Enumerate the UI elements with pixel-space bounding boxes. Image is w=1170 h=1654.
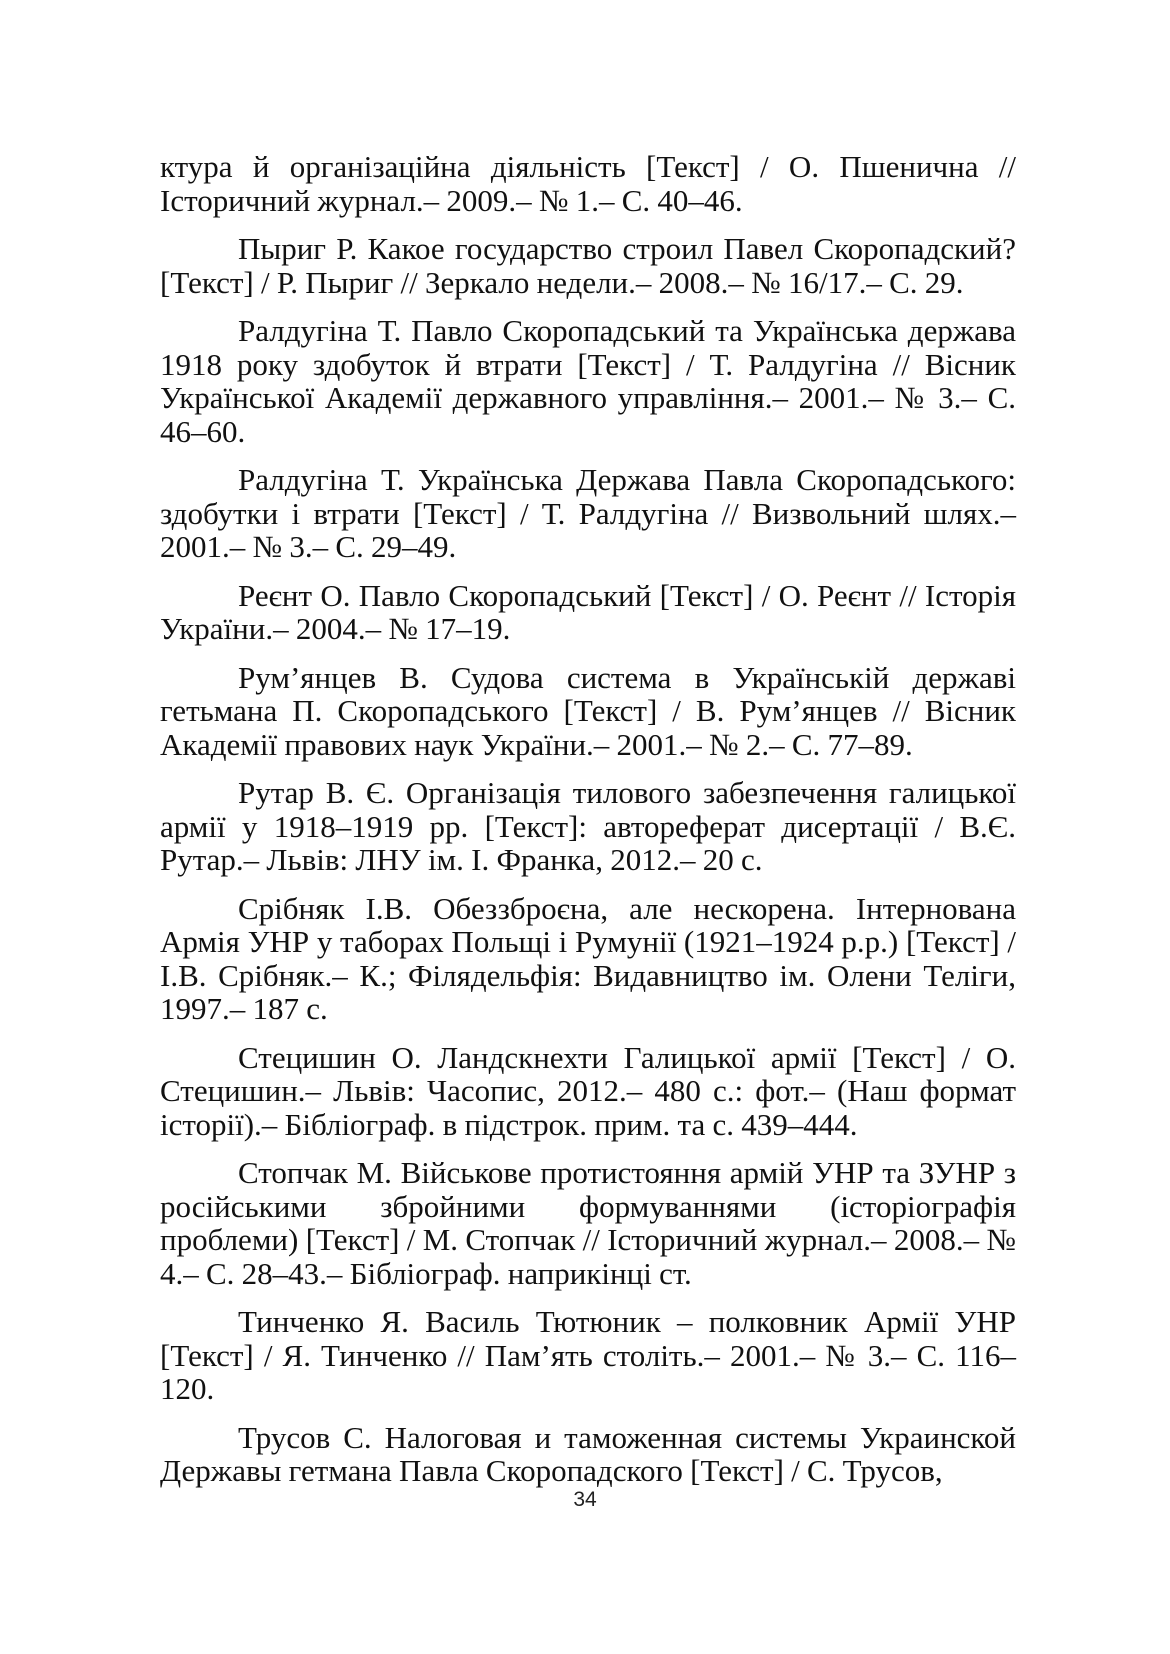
bibliography-entry: Реєнт О. Павло Скоропадський [Текст] / О. Реєнт // Історія України.– 2004.– № 17–19. [160, 577, 1016, 646]
bibliography-entry: Рум’янцев В. Судова система в Українській державі гетьмана П. Скоропадського [Текст] / В. Рум’янцев // Вісник Академії правових наук України.– 2001.– № 2.– С. 77–89. [160, 659, 1016, 762]
bibliography-entry: Ралдугіна Т. Павло Скоропадський та Українська держава 1918 року здобуток й втрати [Текст] / Т. Ралдугіна // Вісник Української Академії державного управління.– 2001.– № 3.– С. 46–60. [160, 313, 1016, 449]
bibliography-entry: ктура й організаційна діяльність [Текст] / О. Пшенична // Історичний журнал.– 2009.– № 1.– С. 40–46. [160, 149, 1016, 218]
bibliography-entry: Ралдугіна Т. Українська Держава Павла Скоропадського: здобутки і втрати [Текст] / Т. Ралдугіна // Визвольний шлях.– 2001.– № 3.– С. 29–49. [160, 462, 1016, 564]
bibliography-entry: Стопчак М. Військове протистояння армій УНР та ЗУНР з російськими збройними формуваннями (історіографія проблеми) [Текст] / М. Стопчак // Історичний журнал.– 2008.– № 4.– С. 28–43.– Бібліограф. наприкінці ст. [160, 1155, 1016, 1291]
bibliography-entry: Пыриг Р. Какое государство строил Павел Скоропадский? [Текст] / Р. Пыриг // Зеркало недели.– 2008.– № 16/17.– С. 29. [160, 231, 1016, 300]
bibliography-entry: Стецишин О. Ландскнехти Галицької армії [Текст] / О. Стецишин.– Львів: Часопис, 2012.– 480 с.: фот.– (Наш формат історії).– Бібліограф. в підстрок. прим. та с. 439–444. [160, 1039, 1016, 1142]
bibliography-entry: Трусов С. Налоговая и таможенная системы Украинской Державы гетмана Павла Скоропадского [Текст] / С. Трусов, [160, 1419, 1016, 1488]
bibliography-entry: Срібняк І.В. Обеззброєна, але нескорена. Інтернована Армія УНР у таборах Польщі і Румунії (1921–1924 р.р.) [Текст] / І.В. Срібняк.– К.; Філядельфія: Видавництво ім. Олени Теліги, 1997.– 187 с. [160, 890, 1016, 1026]
bibliography-list [160, 150, 1016, 1503]
bibliography-entry: Тинченко Я. Василь Тютюник – полковник Армії УНР [Текст] / Я. Тинченко // Пам’ять століть.– 2001.– № 3.– С. 116–120. [160, 1304, 1016, 1406]
bibliography-entry: Рутар В. Є. Організація тилового забезпечення галицької армії у 1918–1919 рр. [Текст]: автореферат дисертації / В.Є. Рутар.– Львів: ЛНУ ім. І. Франка, 2012.– 20 с. [160, 775, 1016, 877]
page-number: 34 [573, 1488, 597, 1511]
